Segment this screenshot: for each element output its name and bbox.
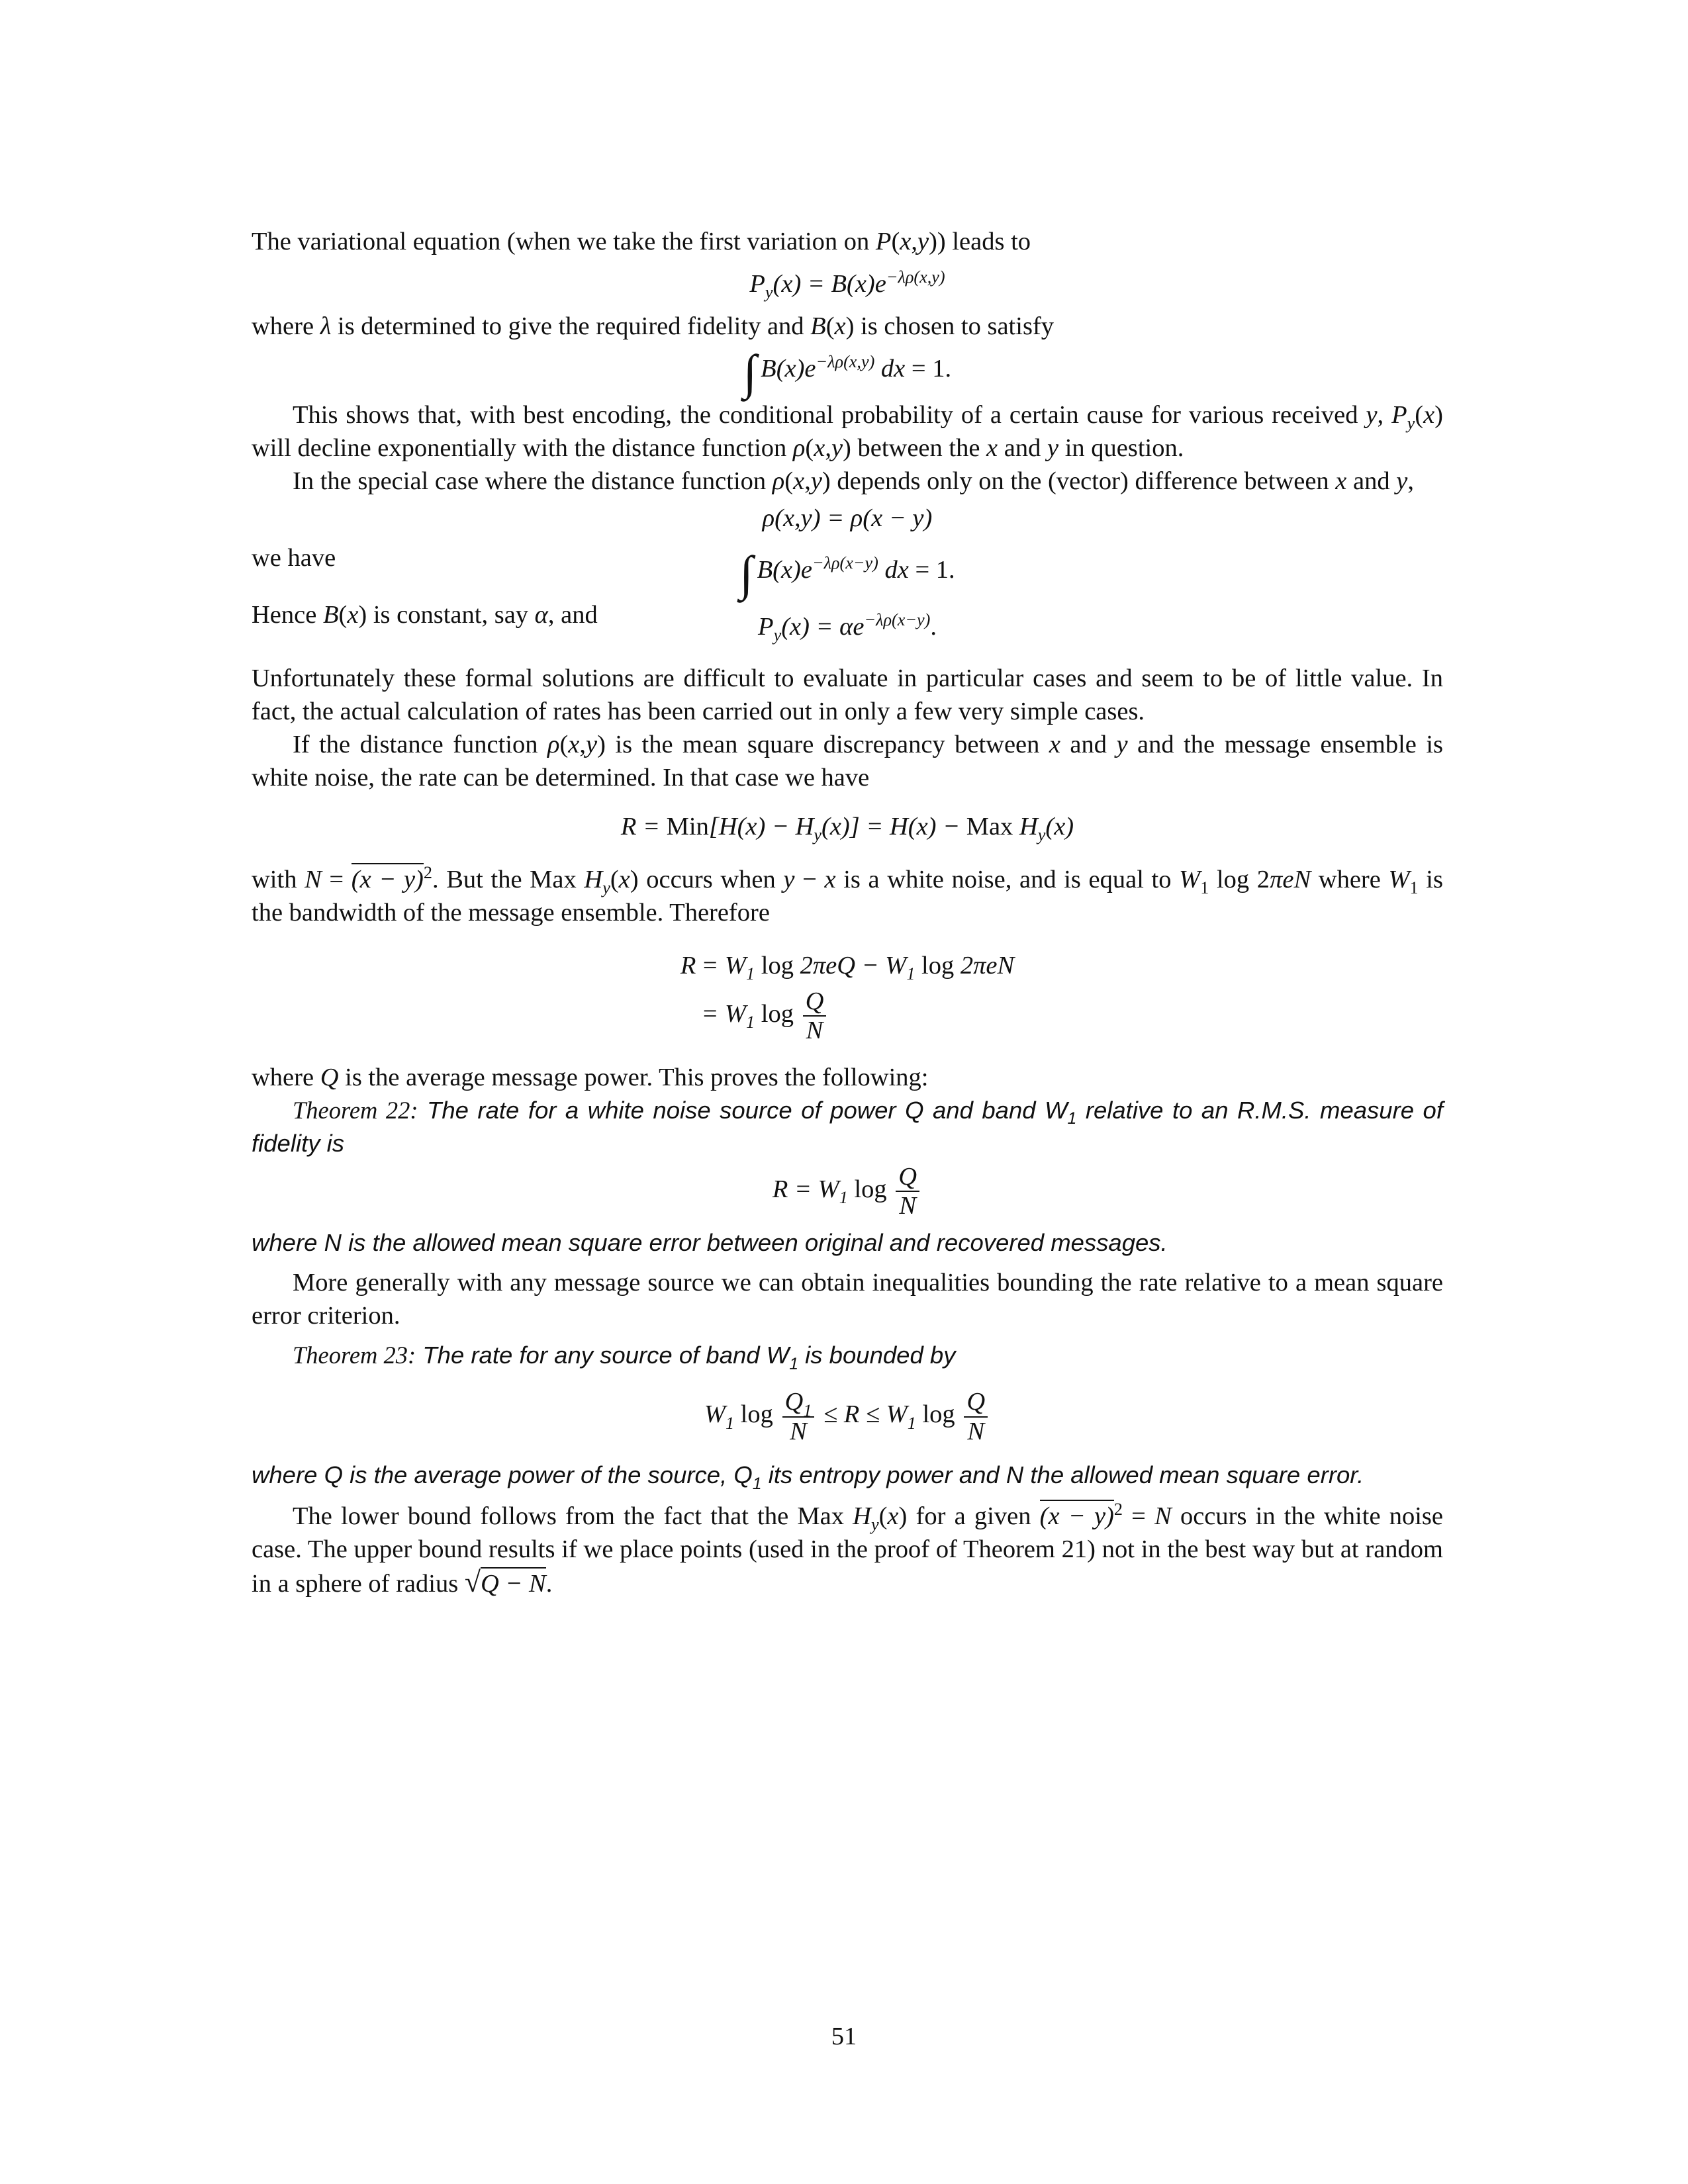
equation: ρ(x,y) = ρ(x − y): [762, 504, 933, 532]
equation: $P_y(x) = \alpha e^{-\lambda\rho(x-y)}$.: [758, 610, 937, 645]
paragraph: This shows that, with best encoding, the conditional probability of a certain cause for various received y, $P_y(x)$ will decline exponentially with the distance function ρ(x,y) between the x and y in question.: [252, 401, 1443, 462]
equation: $P_y(x) = B(x)e^{-\lambda\rho(x,y)}$: [749, 267, 945, 302]
paragraph: The lower bound follows from the fact that the Max $H_y(x)$ for a given $(x - y)^2 = N$ occurs in the white noise case. The upper bound results if we place points (used in the proof of Theorem 21) not in the best way but at random in a sphere of radius √Q − N.: [252, 1499, 1444, 1599]
paragraph: where Q is the average message power. This proves the following:: [252, 1063, 929, 1091]
theorem-22-tail: where N is the allowed mean square error between original and recovered messages.: [252, 1229, 1168, 1257]
theorem-23: Theorem 23: The rate for any source of band $W_1$ is bounded by: [293, 1342, 956, 1374]
equation: $W_1$ log $\frac{Q_1}{N}$ ≤ $R \le W_1$ log $\frac{Q}{N}$: [252, 1388, 1443, 1445]
equation: ∫ $B(x)e^{-\lambda\rho(x,y)}$ dx = 1.: [743, 345, 952, 400]
paragraph: In the special case where the distance function ρ(x,y) depends only on the (vector) difference between x and y,: [293, 467, 1414, 495]
paragraph: Unfortunately these formal solutions are difficult to evaluate in particular cases and seem to be of little value. In fact, the actual calculation of rates has been carried out in only a few very simple cases.: [252, 664, 1443, 725]
theorem-23-tail: where Q is the average power of the source, $Q_1$ its entropy power and N the allowed mean square error.: [252, 1461, 1364, 1493]
equation: ∫ $B(x)e^{-\lambda\rho(x-y)}$ dx = 1.: [739, 547, 955, 601]
equation-array: R = $W_1$ $\log 2\pi eQ - W_1$ log 2πeN = $W_1$ log $\frac{Q}{N}$: [680, 952, 1015, 1045]
paragraph: The variational equation (when we take the first variation on P(x,y)) leads to: [252, 228, 1031, 255]
equation-row: [252, 598, 1443, 649]
paragraph: we have: [252, 544, 336, 572]
paper-page: [252, 225, 1443, 1600]
theorem-22: Theorem 22: The rate for a white noise source of power Q and band $W_1$ relative to an R.M.S. measure of fidelity is: [252, 1096, 1443, 1157]
paragraph: where λ is determined to give the required fidelity and B(x) is chosen to satisfy: [252, 312, 1054, 340]
paragraph: More generally with any message source we can obtain inequalities bounding the rate relative to a mean square error criterion.: [252, 1269, 1443, 1330]
equation: $R = Min[H(x) - H_y(x)] = H(x)$ − Max $H_y(x)$: [620, 813, 1074, 845]
paragraph: with $N = (x - y)^2$. But the Max $H_y(x)$ occurs when y − x is a white noise, and is equal to $W_1$ log 2πeN where $W_1$ is the bandwidth of the message ensemble. Therefore: [252, 862, 1443, 927]
equation: $R = W_1$ log $\frac{Q}{N}$: [252, 1163, 1443, 1220]
page-number: 51: [831, 2023, 857, 2050]
paragraph: Hence B(x) is constant, say α, and: [252, 601, 598, 629]
equation-row: [252, 541, 1443, 601]
paragraph: If the distance function ρ(x,y) is the mean square discrepancy between x and y and the message ensemble is white noise, the rate can be determined. In that case we have: [252, 731, 1443, 792]
